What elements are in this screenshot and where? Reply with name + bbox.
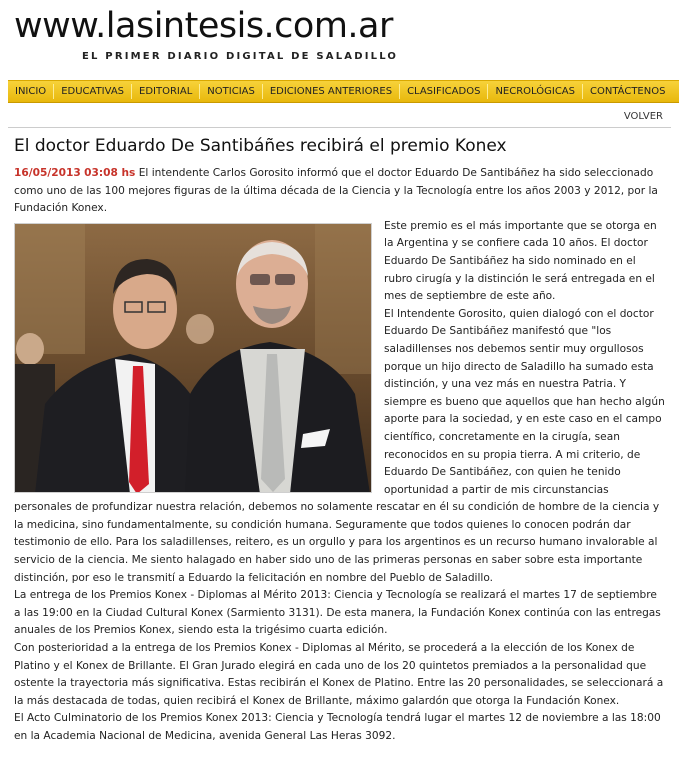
article-paragraph: Este premio es el más importante que se otorga en la Argentina y se confiere cada 10 años. El doctor Eduardo De Santibáñez ha sido nominado en el rubro cirugía y la distinción le será entregada en el mes de septiembre de este año. bbox=[384, 219, 657, 303]
nav-item-editorial[interactable]: EDITORIAL bbox=[139, 86, 193, 97]
article-date: 16/05/2013 bbox=[14, 167, 81, 179]
nav-divider bbox=[262, 84, 263, 99]
nav-item-clasificados[interactable]: CLASIFICADOS bbox=[407, 86, 481, 97]
article-lead bbox=[14, 165, 666, 218]
photo-illustration bbox=[15, 224, 372, 493]
article-paragraph: El Acto Culminatorio de los Premios Konex 2013: Ciencia y Tecnología tendrá lugar el martes 12 de noviembre a las 18:00 en la Academia Nacional de Medicina, avenida General Las Heras 3092. bbox=[14, 712, 661, 742]
header-divider bbox=[8, 127, 671, 128]
article-title: El doctor Eduardo De Santibáñes recibirá el premio Konex bbox=[14, 136, 507, 156]
article-time: 03:08 hs bbox=[84, 167, 136, 179]
nav-item-necrologicas[interactable]: NECROLÓGICAS bbox=[495, 86, 575, 97]
nav-item-noticias[interactable]: NOTICIAS bbox=[207, 86, 255, 97]
article-paragraph: El Intendente Gorosito, quien dialogó con el doctor Eduardo De Santibáñez manifestó que "los saladillenses nos debemos sentir muy orgullosos porque un hijo directo de Saladillo ha sumado esta distinción, y una vez más en nuestra Patria. Y siempre es bueno que aquellos que han hecho algún aporte para la sociedad, y en este caso en el campo científico, concretamente en la cirugía, sean reconocidos en su propia tierra. A mi criterio, de Eduardo De Santibáñez, con quien he tenido oportunidad a partir de mis circunstancias personales de profundizar nuestra relación, debemos no solamente rescatar en él su condición de hombre de la ciencia y la medicina, sino fundamentalmente, su condición humana. Seguramente que todos quienes lo conocen podrán dar testimonio de ello. Para los saladillenses, reitero, es un orgullo y para los argentinos es un recurso humano invalorable al servicio de la ciencia. Me siento halagado en haber sido uno de las primeras personas en saber sobre esta importante distinción, por eso le transmití a Eduardo la felicitación en nombre del Pueblo de Saladillo. bbox=[14, 307, 665, 584]
nav-divider bbox=[53, 84, 54, 99]
article-paragraph: La entrega de los Premios Konex - Diplomas al Mérito 2013: Ciencia y Tecnología se realizará el martes 17 de septiembre a las 19:00 en la Ciudad Cultural Konex (Sarmiento 3131). De esta manera, la Fundación Konex continúa con las entregas anuales de los Premios Konex, siendo esta la trigésimo cuarta edición. bbox=[14, 589, 661, 637]
article-photo bbox=[14, 223, 372, 493]
article-lead-text: El intendente Carlos Gorosito informó que el doctor Eduardo De Santibáñez ha sido seleccionado como uno de las 100 mejores figuras de la última década de la Ciencia y la Tecnología entre los años 2003 y 2012, por la Fundación Konex. bbox=[14, 167, 658, 215]
nav-divider bbox=[199, 84, 200, 99]
site-logo[interactable]: www.lasintesis.com.ar bbox=[14, 6, 393, 46]
nav-divider bbox=[582, 84, 583, 99]
nav-item-inicio[interactable]: INICIO bbox=[15, 86, 47, 97]
nav-item-contactenos[interactable]: CONTÁCTENOS bbox=[590, 86, 666, 97]
back-link[interactable]: VOLVER bbox=[623, 111, 663, 122]
nav-item-educativas[interactable]: EDUCATIVAS bbox=[61, 86, 125, 97]
site-header bbox=[0, 0, 679, 80]
article-body bbox=[14, 165, 666, 746]
article-paragraph: Con posterioridad a la entrega de los Premios Konex - Diplomas al Mérito, se procederá a la elección de los Konex de Platino y el Konex de Brillante. El Gran Jurado elegirá en cada uno de los 20 quintetos premiados a la personalidad que ostente la trayectoria más significativa. Estas recibirán el Konex de Platino. Entre las 20 personalidades, se seleccionará a la más destacada de todas, quien recibirá el Konex de Brillante, máximo galardón que otorga la Fundación Konex. bbox=[14, 642, 664, 707]
main-nav bbox=[8, 80, 679, 103]
site-slogan: EL PRIMER DIARIO DIGITAL DE SALADILLO bbox=[82, 51, 399, 62]
nav-item-ediciones-anteriores[interactable]: EDICIONES ANTERIORES bbox=[269, 86, 393, 97]
nav-divider bbox=[487, 84, 488, 99]
nav-divider bbox=[399, 84, 400, 99]
nav-divider bbox=[131, 84, 132, 99]
